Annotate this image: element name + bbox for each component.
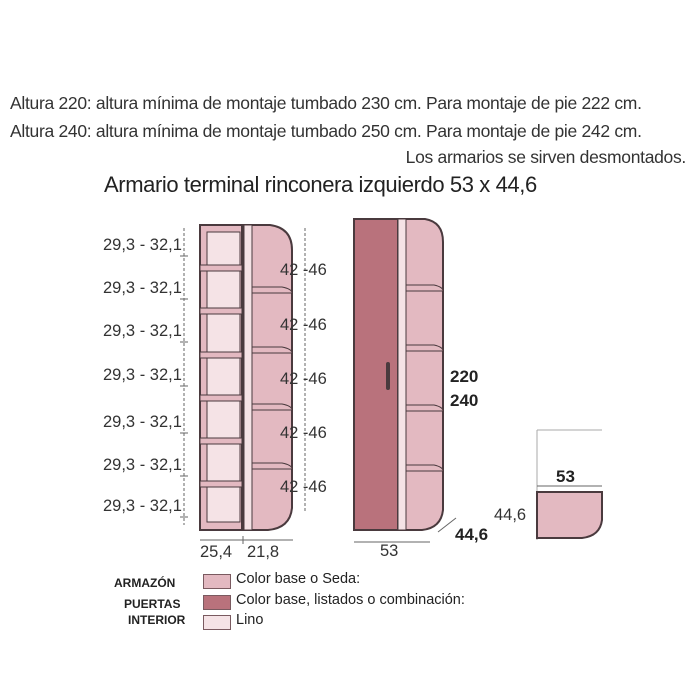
front-shelf-board [406,345,443,351]
note-height-220: Altura 220: altura mínima de montaje tumbado 230 cm. Para montaje de pie 222 cm. [10,93,642,113]
left-gap-label: 29,3 - 32,1 [103,366,182,384]
width-right-label: 21,8 [247,543,280,561]
corner-shelf-board [252,404,292,410]
left-gap-label: 29,3 - 32,1 [103,497,182,515]
right-gap-label: 42 -46 [280,316,327,334]
legend-label-puertas: PUERTAS [124,597,181,611]
left-shelf-board [200,352,242,358]
front-shelf-board [406,285,443,291]
corner-shelf-board [252,463,292,469]
left-shelf-board [200,395,242,401]
left-shelf-board [200,438,242,444]
height-220-label: 220 [450,367,479,386]
note-disassembled: Los armarios se sirven desmontados. [405,147,686,167]
legend-swatch-puertas [203,595,231,610]
diagram-title: Armario terminal rinconera izquierdo 53 x 44,6 [104,172,537,197]
corner-shelf-board [252,347,292,353]
left-gap-label: 29,3 - 32,1 [103,413,182,431]
legend-swatch-armazon [203,574,231,589]
legend-text-armazon: Color base o Seda: [236,571,361,587]
right-gap-label: 42 -46 [280,424,327,442]
left-shelf-unit [200,225,242,530]
legend-swatch-interior [203,615,231,630]
plan-width-label: 53 [556,467,575,486]
legend-text-puertas: Color base, listados o combinación: [236,592,465,608]
right-gap-label: 42 -46 [280,261,327,279]
front-width-label: 53 [380,542,399,560]
plan-depth-label: 44,6 [494,506,527,524]
plan-view [494,430,602,540]
width-left-label: 25,4 [200,543,233,561]
left-gap-label: 29,3 - 32,1 [103,322,182,340]
door-handle [386,362,390,390]
right-gap-label: 42 -46 [280,478,327,496]
note-height-240: Altura 240: altura mínima de montaje tumbado 250 cm. Para montaje de pie 242 cm. [10,121,642,141]
right-gap-label: 42 -46 [280,370,327,388]
legend-text-interior: Lino [236,612,264,628]
left-gap-label: 29,3 - 32,1 [103,236,182,254]
front-shelf-board [406,465,443,471]
corner-shelf-board [252,287,292,293]
left-shelf-board [200,481,242,487]
legend-label-interior: INTERIOR [128,613,186,627]
left-shelf-board [200,308,242,314]
left-gap-label: 29,3 - 32,1 [103,279,182,297]
left-gap-label: 29,3 - 32,1 [103,456,182,474]
door-panel [354,219,398,530]
legend-label-armazon: ARMAZÓN [114,576,176,590]
depth-label: 44,6 [455,525,489,544]
front-shelf-board [406,405,443,411]
left-shelf-board [200,265,242,271]
height-240-label: 240 [450,391,479,410]
front-wardrobe [354,219,443,530]
